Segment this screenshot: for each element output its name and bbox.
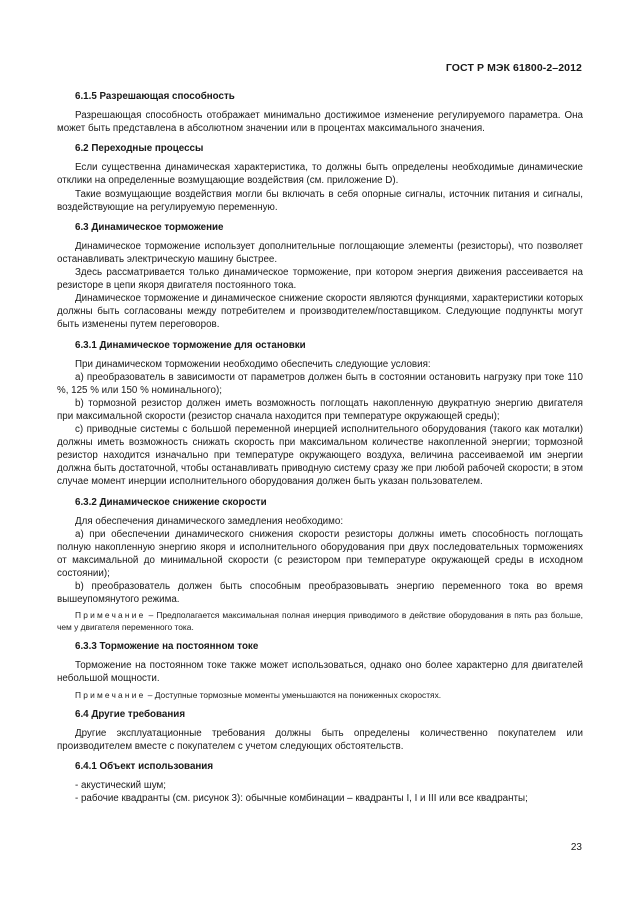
section [57,339,583,489]
section-heading: 6.3.3 Торможение на постоянном токе [75,641,259,653]
section-heading: 6.2 Переходные процессы [75,143,204,155]
note-text: – Доступные тормозные моменты уменьшаются на пониженных скоростях. [145,689,442,700]
paragraph: - акустический шум; [75,779,166,791]
note [57,609,583,633]
paragraph: Разрешающая способность отображает минимально достижимое изменение регулируемого параметра. Она может быть представлена в абсолютном значении или в процентах максимального значения. [57,110,583,135]
document-body [57,90,583,812]
section-heading: 6.3 Динамическое торможение [75,221,224,233]
section [57,221,583,332]
paragraph: Такие возмущающие воздействия могли бы включать в себя опорные сигналы, источник питания и сигналы, воздействующие на регулируемую переменную. [57,188,583,213]
note-label: Примечание [75,610,146,621]
paragraph: b) преобразователь должен быть способным преобразовывать энергию переменного тока во время вышеупомянутого режима. [57,581,583,606]
paragraph: Здесь рассматривается только динамическое торможение, при котором энергия движения рассеивается на резисторе в цепи якоря двигателя постоянного тока. [57,267,583,292]
section-heading: 6.4 Другие требования [75,708,186,720]
section [57,90,583,135]
section-heading: 6.4.1 Объект использования [75,760,214,772]
section [57,640,583,700]
section [57,142,583,213]
section [57,496,583,634]
paragraph: а) преобразователь в зависимости от параметров должен быть в состоянии остановить нагрузку при токе 110 %, 125 % или 150 % номинального); [57,371,583,396]
section-heading: 6.1.5 Разрешающая способность [75,91,235,102]
paragraph: Если существенна динамическая характеристика, то должны быть определены необходимые динамические отклики на определенные возмущающие воздействия (см. приложение D). [57,162,583,187]
page-number: 23 [570,842,582,853]
section-heading: 6.3.1 Динамическое торможение для остановки [75,339,306,351]
paragraph: Динамическое торможение использует дополнительные поглощающие элементы (резисторы), что позволяет останавливать электрическую машину быстрее. [57,240,583,265]
note-text: – Предполагается максимальная полная инерция приводимого в действие оборудования в пять раз больше, чем у двигателя переменного тока. [57,610,583,633]
section [57,708,583,753]
paragraph: Торможение на постоянном токе также может использоваться, однако оно более характерно для двигателей небольшой мощности. [57,660,583,685]
note-label: Примечание [75,689,146,700]
section-heading: 6.3.2 Динамическое снижение скорости [75,496,267,508]
paragraph: а) при обеспечении динамического снижения скорости резисторы должны иметь способность поглощать полную накопленную энергию якоря и исполнительного оборудования при двух последовательных торможениях от максимальной до минимальной скорости (с резистором при температуре окружающей среды в исходном состоянии); [57,528,583,579]
paragraph: Другие эксплуатационные требования должны быть определены количественно покупателем или производителем вместе с покупателем с учетом следующих обстоятельств. [57,727,583,752]
paragraph: c) приводные системы с большой переменной инерцией исполнительного оборудования (такого как моталки) должны иметь возможность снижать скорость при максимальном количестве накопленной энергии; тормозной резистор находится изначально при температуре окружающего воздуха, величина рассеиваемой им энергии должна быть достаточной, чтобы останавливать приводную систему сразу же при любой рабочей скорости; в этом случае момент инерции исполнительного оборудования должен быть указан пользователем. [57,424,583,488]
paragraph: Динамическое торможение и динамическое снижение скорости являются функциями, характеристики которых должны быть согласованы между потребителем и производителем/поставщиком. Следующие подпункты могут быть изменены путем переговоров. [57,293,583,331]
note [57,689,583,701]
paragraph: b) тормозной резистор должен иметь возможность поглощать накопленную двукратную энергию двигателя при максимальной скорости (резистор сначала находится при температуре окружающей среды); [57,397,583,422]
document-header: ГОСТ Р МЭК 61800-2–2012 [445,62,582,74]
paragraph: - рабочие квадранты (см. рисунок 3): обычные комбинации – квадранты I, I и III или все квадранты; [75,793,528,805]
paragraph: Для обеспечения динамического замедления необходимо: [75,515,344,527]
section [57,760,583,805]
paragraph: При динамическом торможении необходимо обеспечить следующие условия: [75,358,431,370]
